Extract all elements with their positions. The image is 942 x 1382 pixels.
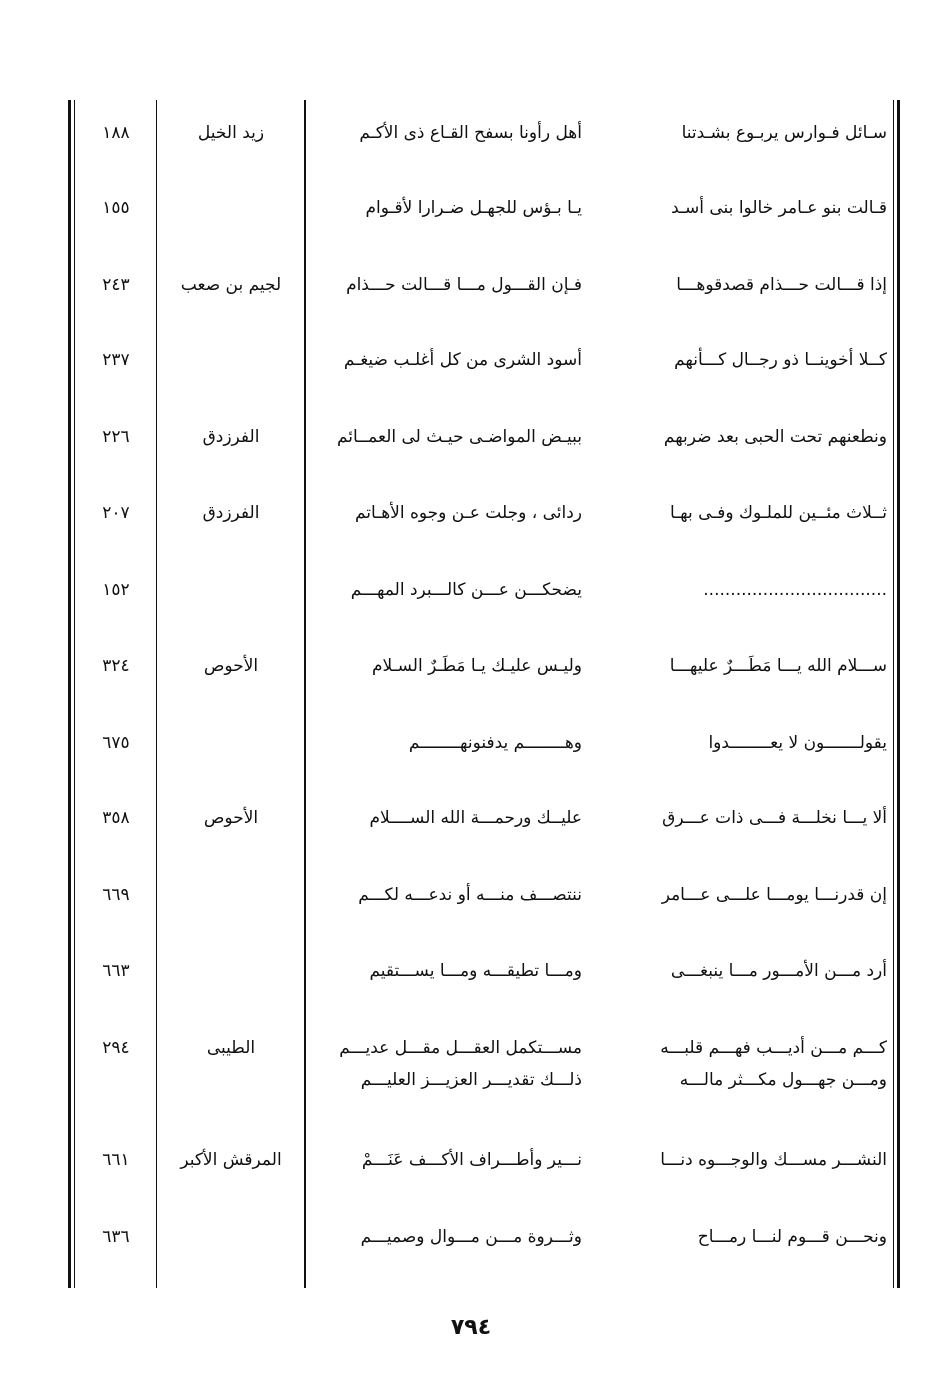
column-divider-page-poet [156, 100, 157, 1288]
poet-name: المرقش الأكبر [180, 1150, 282, 1170]
page-reference: ٦٦١ [102, 1150, 130, 1170]
first-hemistich-line2: ومـــن جهـــول مكـــثر مالـــه [679, 1070, 887, 1090]
poet-name: الفرزدق [202, 503, 260, 523]
second-hemistich: نـــير وأطـــراف الأكـــف عَنَـــمْ [361, 1150, 582, 1170]
first-hemistich: قـالت بنو عـامر خالوا بنى أسـد [671, 198, 887, 218]
second-hemistich: وليـس عليـك يـا مَطَـرٌ السـلام [371, 656, 582, 676]
page-number: ٧٩٤ [450, 1315, 492, 1340]
left-outer-border [68, 100, 71, 1288]
second-hemistich: عليــك ورحمـــة الله الســــلام [369, 808, 582, 828]
page-reference: ٢٢٦ [102, 427, 130, 447]
second-hemistich: وثـــروة مـــن مـــوال وصميـــم [360, 1227, 582, 1247]
page-reference: ٦٧٥ [102, 733, 130, 753]
first-hemistich: يقولـــــــون لا يعــــــــدوا [708, 733, 887, 753]
poet-name: الفرزدق [202, 427, 260, 447]
first-hemistich: .................................. [703, 580, 887, 600]
second-hemistich: ومـــا تطيقـــه ومـــا يســـتقيم [369, 961, 582, 981]
first-hemistich: أرد مـــن الأمـــور مـــا ينبغـــى [670, 961, 887, 981]
poet-name: لجيم بن صعب [180, 275, 282, 295]
second-hemistich: يضحكـــن عـــن كالـــبرد المهـــم [350, 580, 582, 600]
page-reference: ٦٣٦ [102, 1227, 130, 1247]
first-hemistich: إذا قـــالت حـــذام قصدقوهـــا [676, 275, 887, 295]
column-divider-poet-verse [304, 100, 306, 1288]
second-hemistich: ننتصـــف منـــه أو ندعـــه لكـــم [358, 885, 582, 905]
page-reference: ١٥٥ [102, 198, 130, 218]
verse-index-table [0, 100, 942, 1288]
right-inner-border [893, 100, 894, 1288]
second-hemistich: فـإن القـــول مـــا قـــالت حـــذام [346, 275, 582, 295]
first-hemistich: ســـلام الله يـــا مَطَـــرٌ عليهـــا [669, 656, 887, 676]
first-hemistich: سـائل فـوارس يربـوع بشـدتنا [681, 123, 887, 143]
first-hemistich: إن قدرنـــا يومـــا علـــى عـــامر [661, 885, 887, 905]
poet-name: الأحوص [203, 656, 259, 676]
first-hemistich: ونطعنهم تحت الحبى بعد ضربهم [663, 427, 887, 447]
second-hemistich: ردائى ، وجلت عـن وجوه الأهـاتم [354, 503, 582, 523]
second-hemistich: أسود الشرى من كل أغلـب ضيغـم [343, 350, 582, 370]
first-hemistich: كــلا أخوينــا ذو رجــال كـــأنهم [674, 350, 887, 370]
first-hemistich: كـــم مـــن أديـــب فهـــم قلبـــه [660, 1038, 887, 1058]
page-reference: ٣٥٨ [102, 808, 130, 828]
poet-name: زيد الخيل [197, 123, 265, 143]
right-outer-border [897, 100, 900, 1288]
page-reference: ١٨٨ [102, 123, 130, 143]
second-hemistich: يـا بـؤس للجهـل ضـرارا لأقـوام [365, 198, 582, 218]
second-hemistich: مســـتكمل العقـــل مقـــل عديـــم [339, 1038, 582, 1058]
page-reference: ٢٣٧ [102, 350, 130, 370]
first-hemistich: ثــلاث مئــين للملـوك وفـى بهـا [670, 503, 887, 523]
first-hemistich: ونحـــن قـــوم لنـــا رمـــاح [697, 1227, 887, 1247]
poet-name: الأحوص [203, 808, 259, 828]
second-hemistich: وهــــــــم يدفنونهــــــــم [408, 733, 582, 753]
page-reference: ٢٠٧ [102, 503, 130, 523]
page-reference: ٢٩٤ [102, 1038, 130, 1058]
page-reference: ٢٤٣ [102, 275, 130, 295]
page-reference: ١٥٢ [102, 580, 130, 600]
second-hemistich: أهل رأونا بسفح القـاع ذى الأكـم [359, 123, 582, 143]
second-hemistich-line2: ذلـــك تقديـــر العزيـــز العليـــم [360, 1070, 582, 1090]
page-reference: ٦٦٣ [102, 961, 130, 981]
first-hemistich: النشـــر مســـك والوجـــوه دنـــا [660, 1150, 887, 1170]
left-inner-border [74, 100, 75, 1288]
page-reference: ٣٢٤ [102, 656, 130, 676]
second-hemistich: ببيـض المواضـى حيـث لى العمــائم [336, 427, 582, 447]
page-reference: ٦٦٩ [102, 885, 130, 905]
first-hemistich: ألا يـــا نخلـــة فـــى ذات عـــرق [662, 808, 887, 828]
poet-name: الطيبى [206, 1038, 256, 1058]
